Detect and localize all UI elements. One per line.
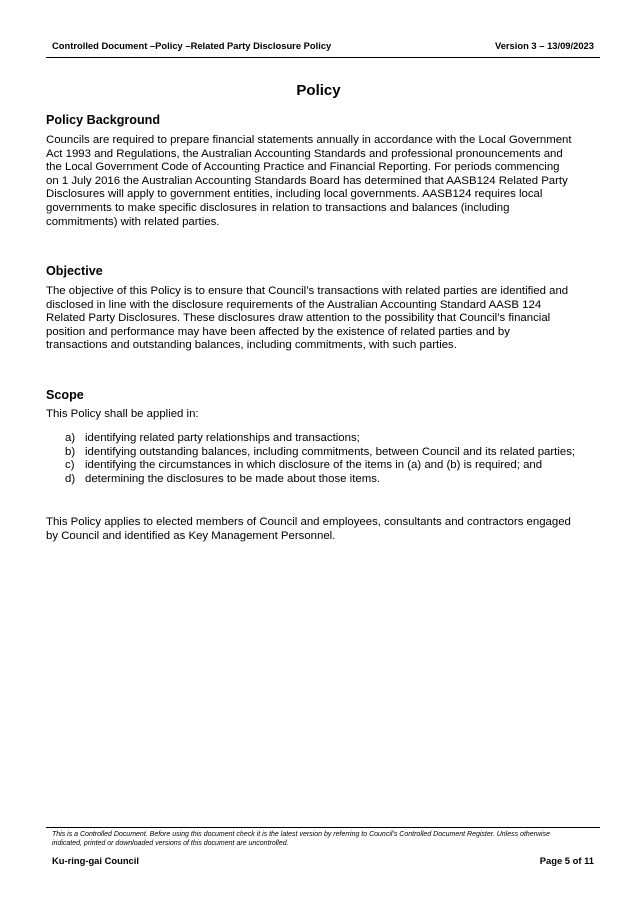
text-line: Disclosures will apply to government entities, including local governments. AASB124 requires local	[46, 188, 543, 201]
controlled-document-notice	[52, 830, 600, 848]
text-line: on 1 July 2016 the Australian Accounting Standards Board has determined that AASB124 Related Party	[46, 174, 568, 187]
text-line: by Council and identified as Key Management Personnel.	[46, 529, 336, 542]
page-header	[46, 40, 600, 58]
list-item	[65, 473, 605, 487]
list-marker: c)	[65, 459, 75, 472]
page-title: Policy	[296, 82, 341, 99]
scope-list	[65, 432, 605, 486]
scope-closing-paragraph	[46, 516, 596, 543]
text-line: Act 1993 and Regulations, the Australian Accounting Standards and professional pronouncements and	[46, 147, 563, 160]
objective-heading: Objective	[46, 264, 103, 278]
document-title: Controlled Document –Policy –Related Party Disclosure Policy	[52, 40, 332, 51]
text-line: This Policy shall be applied in:	[46, 408, 199, 420]
policy-background-paragraph	[46, 134, 596, 229]
text-line: disclosed in line with the disclosure requirements of the Australian Accounting Standard AASB 124	[46, 298, 542, 311]
list-item-text: identifying related party relationships and transactions;	[85, 432, 360, 444]
text-line: transactions and outstanding balances, including commitments, with such parties.	[46, 339, 457, 352]
text-line: the Local Government Code of Accounting Practice and Financial Reporting. For periods commencing	[46, 161, 560, 174]
list-item-text: identifying outstanding balances, including commitments, between Council and its related parties;	[85, 445, 576, 458]
text-line: position and performance may have been affected by the existence of related parties and by	[46, 325, 510, 338]
text-line: Related Party Disclosures. These disclosures draw attention to the possibility that Council’s financial	[46, 312, 551, 325]
text-line: commitments) with related parties.	[46, 215, 220, 228]
text-line: This Policy applies to elected members of Council and employees, consultants and contractors engaged	[46, 516, 571, 528]
text-line: indicated, printed or downloaded versions of this document are uncontrolled.	[52, 840, 289, 847]
list-item	[65, 459, 605, 473]
organisation-name: Ku-ring-gai Council	[52, 855, 139, 866]
text-line: governments to make specific disclosures in relation to transactions and balances (including	[46, 201, 510, 214]
list-item	[65, 446, 605, 460]
list-marker: a)	[65, 432, 76, 444]
document-version: Version 3 – 13/09/2023	[494, 40, 594, 51]
text-line: Councils are required to prepare financial statements annually in accordance with the Local Government	[46, 134, 572, 146]
objective-paragraph	[46, 285, 596, 353]
text-line: The objective of this Policy is to ensure that Council’s transactions with related parties are identified and	[46, 285, 569, 297]
page-number: Page 5 of 11	[539, 855, 594, 866]
scope-heading: Scope	[46, 388, 84, 402]
scope-intro	[46, 408, 596, 422]
list-marker: d)	[65, 472, 76, 485]
policy-background-heading: Policy Background	[46, 113, 161, 127]
list-item-text: identifying the circumstances in which disclosure of the items in (a) and (b) is required; and	[85, 459, 543, 472]
text-line: This is a Controlled Document. Before using this document check it is the latest version by referring to Council’s Controlled Document Register. Unless otherwise	[52, 831, 551, 838]
list-item	[65, 432, 605, 446]
list-item-text: determining the disclosures to be made about those items.	[85, 472, 381, 485]
footer-divider	[46, 827, 600, 828]
list-marker: b)	[65, 445, 76, 458]
